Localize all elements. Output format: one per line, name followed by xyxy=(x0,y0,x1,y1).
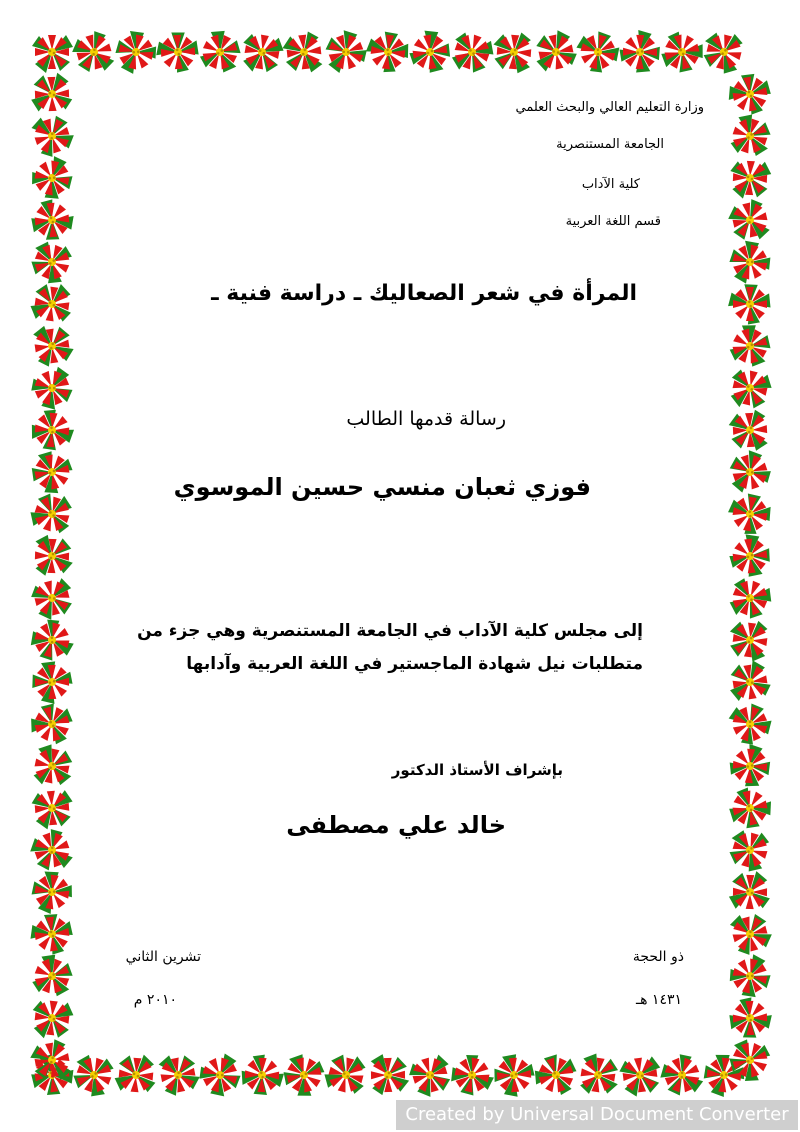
poinsettia-icon xyxy=(362,23,417,79)
poinsettia-icon xyxy=(573,24,626,78)
thesis-title: المرأة في شعر الصعاليك ـ دراسة فنية ـ xyxy=(211,281,637,306)
poinsettia-icon xyxy=(23,404,78,460)
poinsettia-icon xyxy=(406,1053,456,1101)
poinsettia-icon xyxy=(404,25,459,81)
poinsettia-icon xyxy=(446,29,498,79)
poinsettia-icon xyxy=(29,110,78,161)
poinsettia-icon xyxy=(723,274,779,330)
supervisor-name: خالد علي مصطفى xyxy=(286,811,506,839)
poinsettia-icon xyxy=(729,160,772,200)
poinsettia-icon xyxy=(319,25,371,76)
poinsettia-icon xyxy=(484,1046,540,1102)
poinsettia-icon xyxy=(723,446,774,495)
poinsettia-icon xyxy=(114,1052,158,1093)
poinsettia-icon xyxy=(23,863,79,918)
poinsettia-icon xyxy=(30,999,75,1041)
poinsettia-icon xyxy=(34,534,73,576)
poinsettia-icon xyxy=(25,825,75,877)
presented-by-label: رسالة قدمها الطالب xyxy=(346,408,506,430)
supervision-label: بإشراف الأستاذ الدكتور xyxy=(391,761,563,779)
poinsettia-icon xyxy=(31,790,75,831)
ministry-name: وزارة التعليم العالي والبحث العلمي xyxy=(515,100,704,115)
poinsettia-icon xyxy=(23,444,77,499)
poinsettia-icon xyxy=(27,488,78,537)
poinsettia-icon xyxy=(655,1050,706,1103)
cover-content xyxy=(78,74,720,1054)
poinsettia-icon xyxy=(722,783,777,837)
poinsettia-icon xyxy=(31,742,77,790)
poinsettia-icon xyxy=(32,322,75,368)
student-name: فوزي ثعبان منسي حسين الموسوي xyxy=(173,473,591,501)
hijri-month: ذو الحجة xyxy=(632,949,684,965)
poinsettia-icon xyxy=(726,658,772,702)
poinsettia-icon xyxy=(726,367,774,413)
poinsettia-icon xyxy=(25,905,81,960)
poinsettia-icon xyxy=(530,1047,583,1099)
poinsettia-icon xyxy=(723,65,778,120)
poinsettia-icon xyxy=(724,739,780,795)
poinsettia-icon xyxy=(724,529,779,585)
poinsettia-icon xyxy=(723,575,776,626)
poinsettia-icon xyxy=(531,27,579,73)
poinsettia-icon xyxy=(29,280,75,323)
department-name: قسم اللغة العربية xyxy=(565,214,661,229)
poinsettia-icon xyxy=(24,614,77,669)
poinsettia-icon xyxy=(32,35,73,73)
poinsettia-icon xyxy=(26,152,81,206)
poinsettia-icon xyxy=(30,72,72,111)
poinsettia-icon xyxy=(725,319,778,373)
poinsettia-icon xyxy=(67,1049,117,1101)
poinsettia-icon xyxy=(724,485,779,540)
poinsettia-icon xyxy=(321,1049,370,1096)
poinsettia-icon xyxy=(724,951,779,1005)
college-name: كلية الآداب xyxy=(581,177,640,192)
poinsettia-icon xyxy=(68,28,116,78)
poinsettia-icon xyxy=(194,1050,248,1102)
poinsettia-icon xyxy=(699,28,746,77)
poinsettia-icon xyxy=(23,194,79,249)
purpose-line-1: إلى مجلس كلية الآداب في الجامعة المستنصرية وهي جزء من xyxy=(137,621,643,641)
poinsettia-icon xyxy=(196,26,248,80)
poinsettia-icon xyxy=(151,22,207,78)
gregorian-year: ٢٠١٠ م xyxy=(133,992,177,1008)
poinsettia-icon xyxy=(281,30,323,75)
poinsettia-icon xyxy=(28,576,77,623)
poinsettia-icon xyxy=(722,1033,774,1087)
poinsettia-icon xyxy=(728,908,775,957)
poinsettia-icon xyxy=(22,653,78,709)
poinsettia-icon xyxy=(29,950,80,1002)
poinsettia-icon xyxy=(724,825,772,875)
poinsettia-icon xyxy=(492,31,533,75)
poinsettia-icon xyxy=(725,197,771,245)
poinsettia-icon xyxy=(721,234,775,287)
poinsettia-icon xyxy=(157,1050,202,1097)
poinsettia-icon xyxy=(721,992,777,1048)
poinsettia-icon xyxy=(727,618,770,663)
poinsettia-icon xyxy=(25,696,79,749)
poinsettia-icon xyxy=(239,32,286,77)
poinsettia-icon xyxy=(728,409,768,452)
poinsettia-icon xyxy=(618,1056,663,1099)
converter-watermark: Created by Universal Document Converter xyxy=(396,1100,798,1130)
poinsettia-icon xyxy=(107,24,162,78)
poinsettia-icon xyxy=(654,27,709,80)
poinsettia-icon xyxy=(614,25,670,81)
poinsettia-icon xyxy=(233,1049,289,1105)
poinsettia-icon xyxy=(578,1052,622,1098)
poinsettia-icon xyxy=(27,364,80,415)
gregorian-month: تشرين الثاني xyxy=(125,949,201,965)
poinsettia-icon xyxy=(726,696,778,749)
purpose-line-2: متطلبات نيل شهادة الماجستير في اللغة العربية وآدابها xyxy=(186,654,643,674)
poinsettia-icon xyxy=(24,235,75,288)
poinsettia-icon xyxy=(371,1054,410,1096)
poinsettia-icon xyxy=(729,871,771,910)
hijri-year: ١٤٣١ هـ xyxy=(635,992,682,1008)
university-name: الجامعة المستنصرية xyxy=(556,137,664,152)
poinsettia-icon xyxy=(443,1049,497,1104)
poinsettia-icon xyxy=(727,111,776,162)
